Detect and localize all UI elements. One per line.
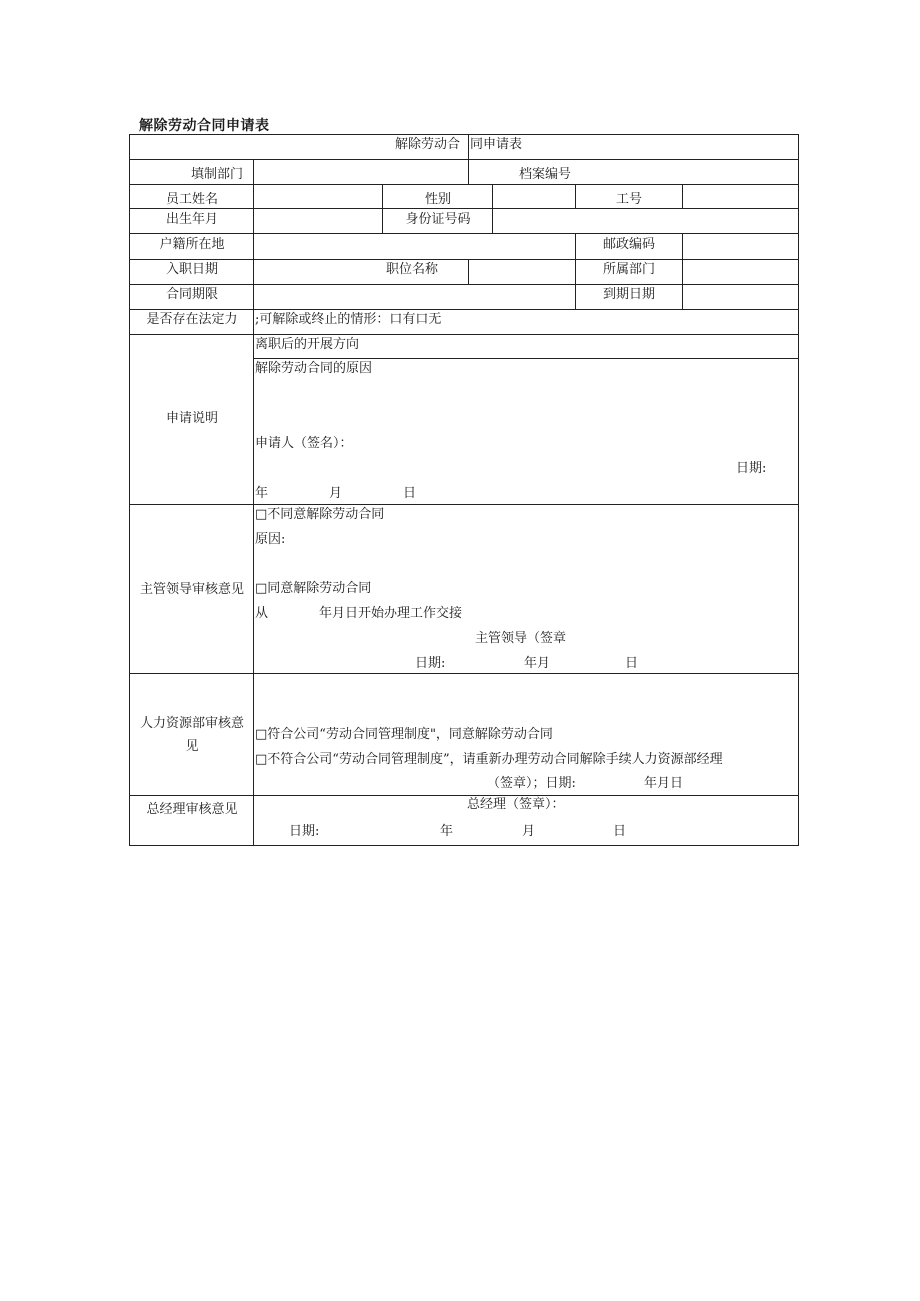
gm-review-label: 总经理审核意见 [146,802,238,817]
disagree-option-label: 不同意解除劳动合同 [267,507,385,522]
border-right [798,134,799,846]
col-line [492,184,493,233]
applicant-date-label: 日期: [736,461,767,476]
col-line [253,159,254,845]
termination-reason-label: 解除劳动合同的原因 [255,361,373,376]
hr-signature-date: （签章）；日期: [487,776,576,791]
employee-no-label: 工号 [615,192,643,207]
row-line [129,184,799,185]
legal-grounds-text: ;可解除或终止的情形：口有口无 [255,312,442,327]
col-line [575,233,576,309]
fill-dept-label: 填制部门 [190,167,244,182]
checkbox-icon[interactable]: □ [255,581,268,596]
expiry-date-label: 到期日期 [602,287,656,302]
position-label: 职位名称 [385,262,439,277]
agree-option-label: 同意解除劳动合同 [267,581,372,596]
checkbox-icon[interactable]: □ [255,727,268,742]
col-line [682,184,683,208]
file-no-label: 档案编号 [518,167,572,182]
hukou-label: 户籍所在地 [159,237,225,252]
supervisor-signature: 主管领导（签章 [475,631,567,646]
postcode-label: 邮政编码 [602,237,656,252]
applicant-year: 年 [255,486,269,501]
birth-label: 出生年月 [165,212,219,227]
col-line [468,134,469,184]
form-title-part-2: 同申请表 [470,137,523,152]
department-label: 所属部门 [602,262,656,277]
border-bottom [129,845,799,846]
contract-term-label: 合同期限 [165,287,219,302]
gm-month: 月 [522,824,536,839]
row-line [129,504,799,505]
row-line [253,358,799,359]
handover-from: 从 [255,606,269,621]
applicant-signature: 申请人（签名）： [255,436,353,451]
row-line [129,159,799,160]
col-line [575,184,576,208]
row-line [129,334,799,335]
disagree-option[interactable] [255,507,384,523]
col-line [682,233,683,309]
hr-noncompliant-option[interactable] [255,752,723,768]
gm-date-label: 日期: [289,824,320,839]
gm-day: 日 [613,824,627,839]
col-line [468,259,469,284]
applicant-day: 日 [403,486,417,501]
gm-signature: 总经理（签章）： [467,797,565,812]
hr-noncompliant-option-label: 不符合公司“劳动合同管理制度”，请重新办理劳动合同解除手续人力资源部经理 [267,752,723,767]
row-line [129,673,799,674]
supervisor-year-month: 年月 [524,656,551,671]
supervisor-date-label: 日期: [415,656,446,671]
checkbox-icon[interactable]: □ [255,752,268,767]
entry-date-label: 入职日期 [165,262,219,277]
agree-option[interactable] [255,581,371,597]
gm-year: 年 [440,824,454,839]
supervisor-review-label: 主管领导审核意见 [139,582,245,597]
row-line [129,233,799,234]
border-top [129,134,799,135]
hr-review-label-line1: 人力资源部审核意 [139,716,245,731]
legal-grounds-label: 是否存在法定力 [146,312,238,327]
application-label: 申请说明 [165,411,219,426]
document-heading: 解除劳动合同申请表 [139,118,270,134]
hr-review-label-line2: 见 [185,739,199,754]
border-left [129,134,130,846]
employee-name-label: 员工姓名 [165,192,219,207]
row-line [129,259,799,260]
row-line [129,284,799,285]
checkbox-icon[interactable]: □ [255,507,268,522]
supervisor-day: 日 [625,656,639,671]
after-leave-direction: 离职后的开展方向 [255,337,360,352]
hr-compliant-option[interactable] [255,727,553,743]
form-title-part-1: 解除劳动合 [395,137,461,152]
gender-label: 性别 [424,192,452,207]
reason-label: 原因: [255,532,286,547]
row-line [129,309,799,310]
col-line [382,184,383,233]
applicant-month: 月 [329,486,343,501]
handover-text: 年月日开始办理工作交接 [319,606,463,621]
hr-year-month-day: 年月日 [644,776,684,791]
application-form-table [129,134,799,846]
id-number-label: 身份证号码 [405,212,471,227]
hr-compliant-option-label: 符合公司“劳动合同管理制度"，同意解除劳动合同 [267,727,553,742]
row-line [129,208,799,209]
row-line [129,795,799,796]
